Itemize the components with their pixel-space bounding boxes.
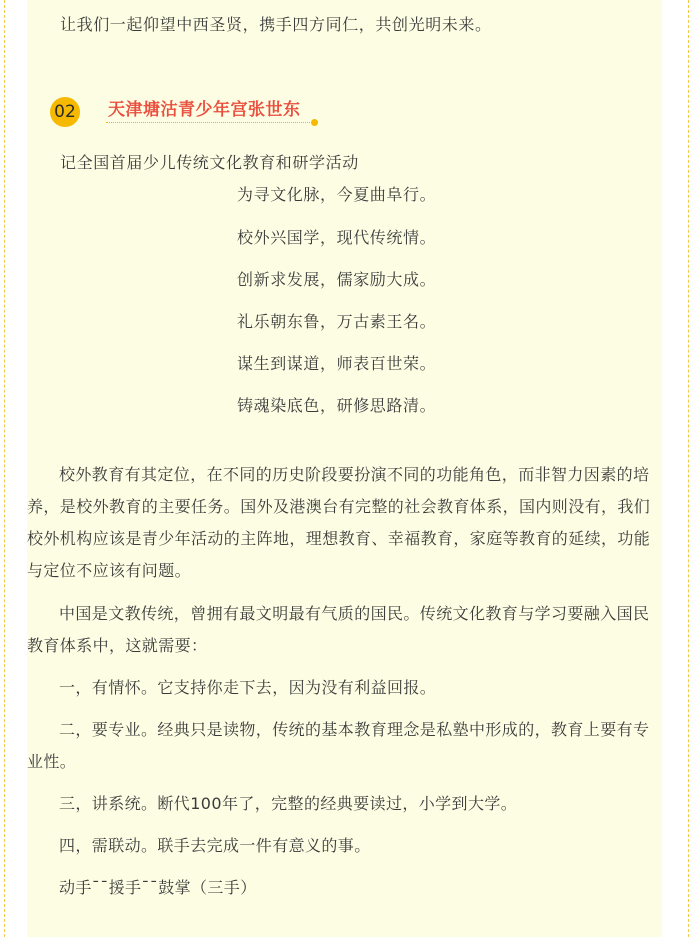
poem-line: 为寻文化脉，今夏曲阜行。: [237, 185, 437, 204]
paragraph: 三，讲系统。断代100年了，完整的经典要读过，小学到大学。: [59, 794, 518, 813]
right-dashed-border: [688, 0, 689, 937]
intro-closing-line: 让我们一起仰望中西圣贤，携手四方同仁，共创光明未来。: [60, 15, 492, 34]
poem-line: 谋生到谋道，师表百世荣。: [237, 354, 437, 373]
poem-line: 铸魂染底色，研修思路清。: [237, 396, 437, 415]
poem-line: 礼乐朝东鲁，万古素王名。: [237, 312, 437, 331]
section-subtitle: 记全国首届少儿传统文化教育和研学活动: [60, 153, 359, 172]
title-underline: [106, 122, 314, 123]
paragraph: 动手¯¯援手¯¯鼓掌（三手）: [59, 878, 257, 897]
paragraph: 中国是文教传统，曾拥有最文明最有气质的国民。传统文化教育与学习要融入国民教育体系中，这就需要：: [27, 604, 650, 655]
paragraph: 一，有情怀。它支持你走下去，因为没有利益回报。: [59, 678, 437, 697]
poem-line: 校外兴国学，现代传统情。: [237, 228, 437, 247]
left-dashed-border: [4, 0, 5, 937]
title-underline-dot: [311, 119, 318, 126]
paragraph: 二，要专业。经典只是读物，传统的基本教育理念是私塾中形成的，教育上要有专业性。: [27, 720, 650, 771]
paragraph: 四，需联动。联手去完成一件有意义的事。: [59, 836, 371, 855]
poem-line: 创新求发展，儒家励大成。: [237, 270, 437, 289]
section-number-badge: 02: [50, 97, 80, 127]
paragraph: 校外教育有其定位，在不同的历史阶段要扮演不同的功能角色，而非智力因素的培养，是校外教育的主要任务。国外及港澳台有完整的社会教育体系，国内则没有，我们校外机构应该是青少年活动的主阵地，理想教育、幸福教育，家庭等教育的延续，功能与定位不应该有问题。: [27, 465, 651, 580]
section-title: 天津塘沽青少年宫张世东: [108, 100, 301, 120]
